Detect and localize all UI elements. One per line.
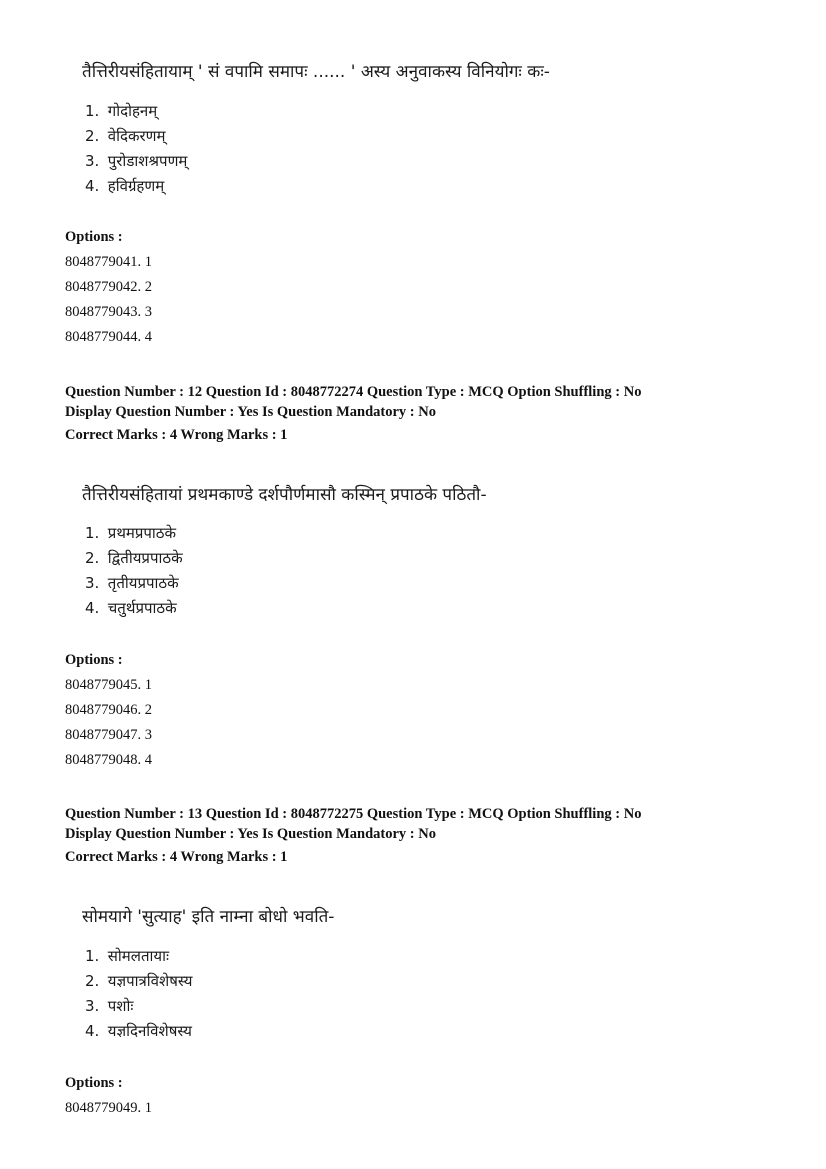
choice-item: 1. प्रथमप्रपाठके: [85, 524, 177, 542]
option-id-list: [65, 250, 152, 350]
choice-item: 4. यज्ञदिनविशेषस्य: [85, 1022, 192, 1040]
answer-choices: [85, 944, 192, 1044]
question-text: सोमयागे 'सुत्याह' इति नाम्ना बोधो भवति-: [82, 907, 335, 927]
option-id-list: [65, 1096, 152, 1121]
option-id-item: 8048779045. 1: [65, 677, 152, 693]
question-text: तैत्तिरीयसंहितायां प्रथमकाण्डे दर्शपौर्णमासौ कस्मिन् प्रपाठके पठितौ-: [82, 485, 487, 505]
option-id-item: 8048779049. 1: [65, 1100, 152, 1116]
meta-display-line: Display Question Number : Yes Is Question Mandatory : No: [65, 826, 436, 842]
choice-item: 2. द्वितीयप्रपाठके: [85, 549, 183, 567]
option-id-item: 8048779047. 3: [65, 727, 152, 743]
choice-item: 1. सोमलतायाः: [85, 947, 169, 965]
meta-question-line: Question Number : 12 Question Id : 8048772274 Question Type : MCQ Option Shuffling : No: [65, 384, 642, 400]
choice-item: 2. यज्ञपात्रविशेषस्य: [85, 972, 193, 990]
choice-item: 3. पशोः: [85, 997, 134, 1015]
question-text: तैत्तिरीयसंहितायाम् ' सं वपामि समापः ...... ' अस्य अनुवाकस्य विनियोगः कः-: [82, 62, 550, 82]
options-heading: Options :: [65, 1075, 123, 1091]
answer-choices: [85, 521, 183, 621]
question-meta: [65, 382, 641, 445]
option-id-item: 8048779042. 2: [65, 279, 152, 295]
meta-question-line: Question Number : 13 Question Id : 8048772275 Question Type : MCQ Option Shuffling : No: [65, 806, 642, 822]
answer-choices: [85, 99, 187, 199]
option-id-item: 8048779043. 3: [65, 304, 152, 320]
options-heading: Options :: [65, 652, 123, 668]
option-id-item: 8048779044. 4: [65, 329, 152, 345]
option-id-list: [65, 673, 152, 773]
question-meta: [65, 804, 641, 867]
choice-item: 1. गोदोहनम्: [85, 102, 158, 120]
choice-item: 4. हविर्ग्रहणम्: [85, 177, 165, 195]
option-id-item: 8048779048. 4: [65, 752, 152, 768]
option-id-item: 8048779041. 1: [65, 254, 152, 270]
choice-item: 4. चतुर्थप्रपाठके: [85, 599, 177, 617]
meta-marks-line: Correct Marks : 4 Wrong Marks : 1: [65, 427, 288, 443]
option-id-item: 8048779046. 2: [65, 702, 152, 718]
choice-item: 2. वेदिकरणम्: [85, 127, 166, 145]
choice-item: 3. पुरोडाशश्रपणम्: [85, 152, 188, 170]
choice-item: 3. तृतीयप्रपाठके: [85, 574, 179, 592]
meta-display-line: Display Question Number : Yes Is Question Mandatory : No: [65, 404, 436, 420]
meta-marks-line: Correct Marks : 4 Wrong Marks : 1: [65, 849, 288, 865]
options-heading: Options :: [65, 229, 123, 245]
